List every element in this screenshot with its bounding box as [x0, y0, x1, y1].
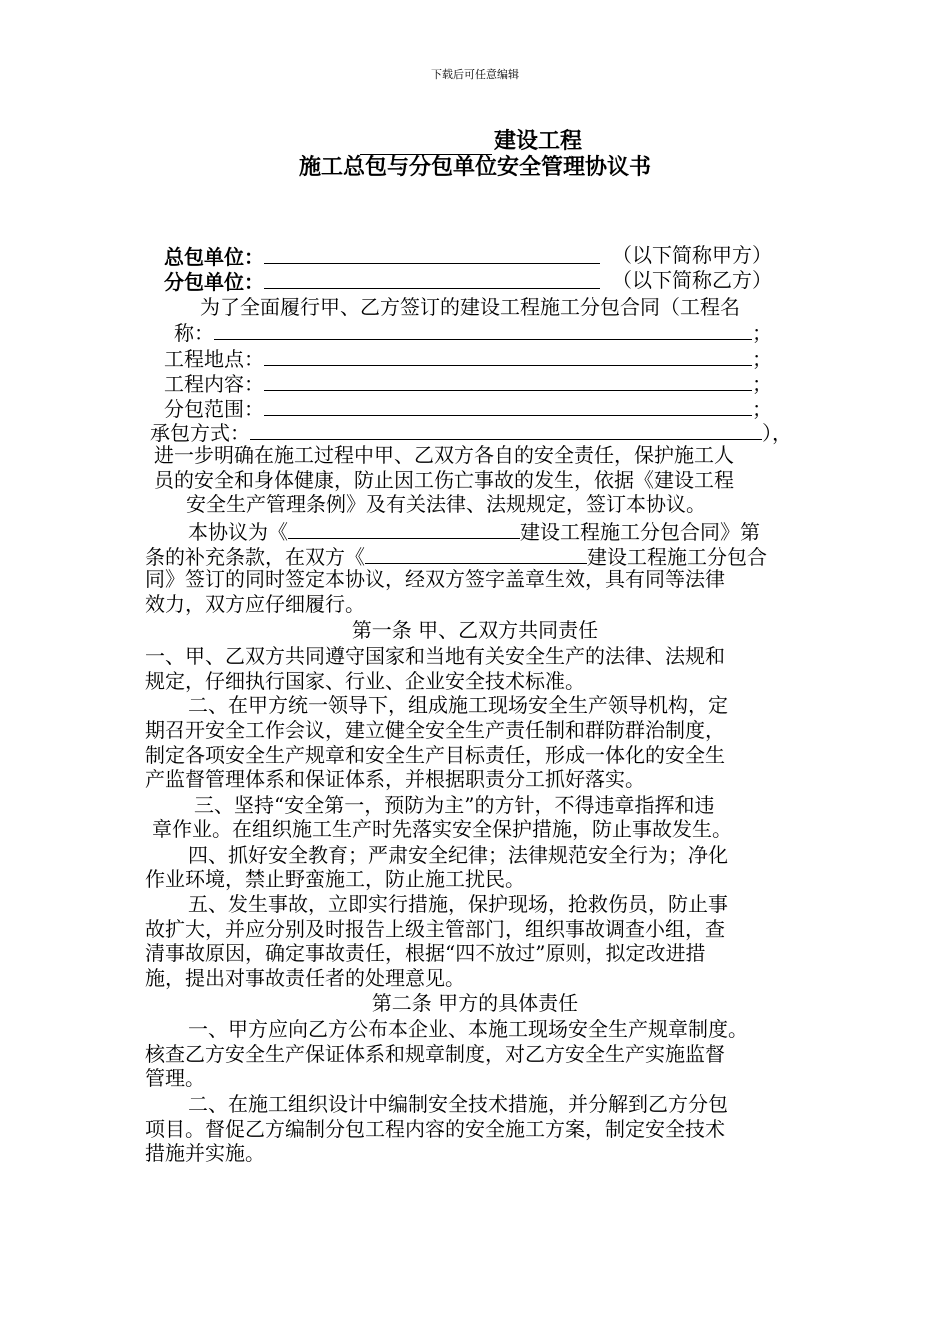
contract-mode-row: [150, 419, 792, 446]
subcontractor-label: 分包单位：: [164, 270, 264, 294]
contract-mode-end: ），: [762, 421, 792, 445]
header-note: 下载后可任意编辑: [431, 68, 519, 81]
project-name-label: 称：: [174, 321, 214, 345]
intro-line-b: 员的安全和身体健康，防止因工伤亡事故的发生，依据《建设工程: [154, 468, 734, 492]
article1-line: 作业环境，禁止野蛮施工，防止施工扰民。: [145, 867, 525, 891]
article1-line: 期召开安全工作会议，建立健全安全生产责任制和群防群治制度，: [145, 718, 725, 742]
project-name-field-blank: [214, 319, 752, 340]
article2-line: 措施并实施。: [145, 1141, 265, 1165]
agreement-line4: 效力，双方应仔细履行。: [145, 592, 365, 616]
project-location-blank: [264, 345, 752, 366]
article1-line: 章作业。在组织施工生产时先落实安全保护措施，防止事故发生。: [152, 817, 732, 841]
project-content-blank: [264, 370, 752, 391]
article2-line: 管理。: [145, 1066, 205, 1090]
project-location-row: [164, 345, 772, 372]
general-contractor-blank: [264, 243, 600, 264]
project-name-row: [174, 319, 772, 346]
article1-line: 施，提出对事故责任者的处理意见。: [145, 966, 465, 990]
general-contractor-suffix: （以下简称甲方）: [612, 243, 772, 267]
subcontract-scope-blank: [264, 395, 752, 416]
article1-line: 三、坚持“安全第一，预防为主”的方针，不得违章指挥和违: [194, 793, 715, 817]
agreement-line3: 同》签订的同时签定本协议，经双方签字盖章生效，具有同等法律: [145, 567, 725, 591]
article2-line: 一、甲方应向乙方公布本企业、本施工现场安全生产规章制度。: [188, 1017, 748, 1041]
agreement-line2: [145, 543, 767, 570]
article1-line: 一、甲、乙双方共同遵守国家和当地有关安全生产的法律、法规和: [145, 644, 725, 668]
subcontract-scope-label: 分包范围：: [164, 397, 264, 421]
article1-line: 五、发生事故，立即实行措施，保护现场，抢救伤员，防止事: [188, 892, 728, 916]
agreement-line1: [188, 518, 760, 545]
title-line1-text: 建设工程: [494, 128, 583, 154]
contract-mode-blank: [250, 419, 762, 440]
contract-name-blank-2: [365, 543, 587, 564]
article1-line: 产监督管理体系和保证体系，并根据职责分工抓好落实。: [145, 767, 645, 791]
article1-line: 四、抓好安全教育；严肃安全纪律；法律规范安全行为；净化: [188, 843, 728, 867]
article1-line: 规定，仔细执行国家、行业、企业安全技术标准。: [145, 669, 585, 693]
semicolon: ；: [752, 372, 772, 396]
general-contractor-row: [164, 243, 600, 270]
agreement-p1-mid: 建设工程施工分包合同》第: [520, 520, 760, 544]
article1-line: 二、在甲方统一领导下，组成施工现场安全生产领导机构，定: [188, 693, 728, 717]
intro-line1: 为了全面履行甲、乙方签订的建设工程施工分包合同（工程名: [200, 295, 740, 319]
contract-name-blank-1: [288, 518, 520, 539]
article1-line: 清事故原因，确定事故责任，根据“四不放过”原则，拟定改进措: [145, 941, 706, 965]
contract-mode-label: 承包方式：: [150, 421, 250, 445]
general-contractor-label: 总包单位：: [164, 245, 264, 269]
agreement-p2-mid: 建设工程施工分包合: [587, 545, 767, 569]
article2-line: 项目。督促乙方编制分包工程内容的安全施工方案，制定安全技术: [145, 1117, 725, 1141]
article1-heading: 第一条 甲、乙双方共同责任: [351, 618, 599, 642]
article2-line: 核查乙方安全生产保证体系和规章制度，对乙方安全生产实施监督: [145, 1042, 725, 1066]
article2-heading: 第二条 甲方的具体责任: [371, 991, 579, 1015]
semicolon: ；: [752, 321, 772, 345]
semicolon: ；: [752, 397, 772, 421]
subcontractor-row: [164, 268, 600, 295]
article1-line: 故扩大，并应分别及时报告上级主管部门，组织事故调查小组，查: [145, 917, 725, 941]
project-content-label: 工程内容：: [164, 372, 264, 396]
project-location-label: 工程地点：: [164, 347, 264, 371]
document-title-line2: 施工总包与分包单位安全管理协议书: [298, 154, 651, 180]
article1-line: 制定各项安全生产规章和安全生产目标责任，形成一体化的安全生: [145, 743, 725, 767]
subcontractor-suffix: （以下简称乙方）: [612, 268, 772, 292]
project-content-row: [164, 370, 772, 397]
intro-line-c: 安全生产管理条例》及有关法律、法规规定，签订本协议。: [186, 492, 706, 516]
agreement-p1-start: 本协议为《: [188, 520, 288, 544]
subcontractor-blank: [264, 268, 600, 289]
article2-line: 二、在施工组织设计中编制安全技术措施，并分解到乙方分包: [188, 1092, 728, 1116]
intro-line-a: 进一步明确在施工过程中甲、乙双方各自的安全责任，保护施工人: [154, 443, 734, 467]
subcontract-scope-row: [164, 395, 772, 422]
agreement-p2-start: 条的补充条款，在双方《: [145, 545, 365, 569]
semicolon: ；: [752, 347, 772, 371]
